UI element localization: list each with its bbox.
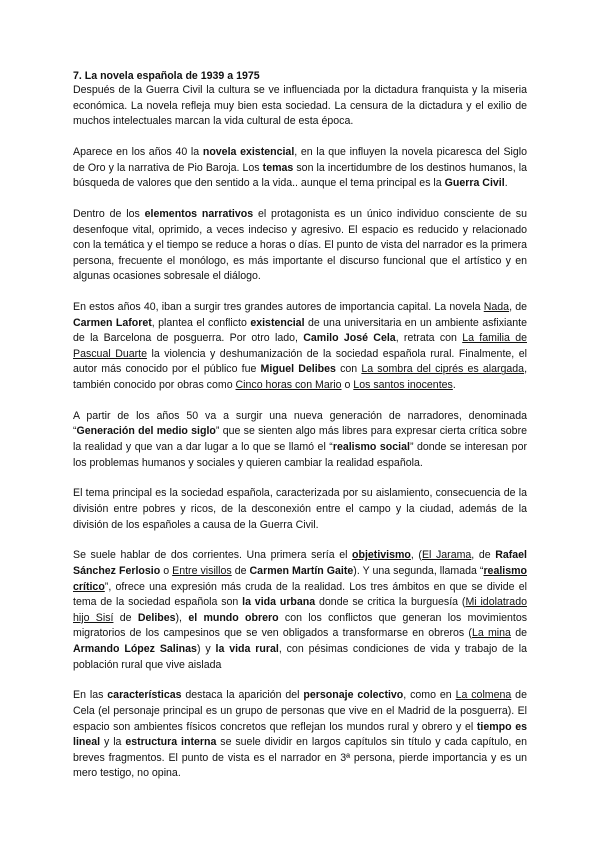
text-run: , de — [471, 549, 496, 562]
text-run: En las — [73, 689, 108, 702]
document-body — [73, 83, 527, 782]
text-run: de — [113, 611, 138, 624]
text-run: ” donde se interesan por los problemas humanos y sociales y quieren cambiar la realidad española. — [73, 441, 527, 469]
paragraph — [73, 207, 527, 285]
bold-term: tiempo es lineal — [73, 720, 528, 749]
book-title: Entre visillos — [172, 564, 232, 577]
bold-term: elementos narrativos — [144, 207, 254, 220]
text-run: , en la que influyen la novela picaresca del Siglo de Oro y la narrativa de Pio Baroja. Los — [73, 145, 527, 174]
underlined-text: realismo crítico — [73, 564, 528, 593]
book-title: Mi idolatrado hijo Sisí — [73, 596, 527, 624]
text-run: son la incertidumbre de los destinos humanos, la búsqueda de valores que den sentido a la vida.. aunque el tema principal es la — [73, 161, 527, 190]
text-run: la violencia y deshumanización de la sociedad española rural. Finalmente, el autor más conocido por el público fue — [73, 347, 527, 376]
text-run: donde se critica la burguesía ( — [315, 596, 466, 609]
bold-term: Delibes — [137, 611, 176, 624]
text-run: . — [504, 177, 508, 190]
bold-term: Miguel Delibes — [260, 363, 336, 376]
text-run: ), — [175, 611, 189, 624]
paragraph — [73, 409, 527, 471]
bold-term: Armando López Salinas — [73, 642, 197, 655]
bold-term: personaje colectivo — [303, 689, 404, 702]
book-title: Los santos inocentes — [353, 379, 453, 392]
text-run: o — [160, 564, 173, 577]
book-title: La sombra del ciprés es alargada — [361, 363, 525, 376]
text-run: destaca la aparición del — [181, 689, 304, 702]
text-run: En estos años 40, iban a surgir tres grandes autores de importancia capital. La novela — [73, 301, 484, 314]
text-run: , retrata con — [395, 332, 463, 345]
document-title: 7. La novela española de 1939 a 1975 — [73, 70, 260, 82]
text-run: ) y — [196, 642, 216, 655]
paragraph — [73, 688, 527, 782]
text-run: El tema principal es la sociedad española, caracterizada por su aislamiento, consecuencia de la división entre pobres y ricos, de la desconexión entre el campo y la ciudad, además de la división de los españoles a causa de la Guerra Civil. — [73, 487, 527, 531]
text-run: se suele dividir en largos capítulos sin título y cada capítulo, en breves fragmentos. El punto de vista es el narrador en 3ª persona, pierde importancia y es un mero testigo, no opina. — [73, 736, 527, 780]
text-run: de — [510, 627, 527, 640]
text-run: . — [452, 379, 456, 392]
bold-term: características — [107, 689, 182, 702]
text-run: , como en — [403, 689, 456, 702]
book-title: La familia de Pascual Duarte — [73, 332, 527, 360]
text-run: Dentro de los — [73, 207, 145, 220]
text-run: ” que se sienten algo más libres para expresar cierta crítica sobre la realidad y que van a dar lugar a lo que se llamó el “ — [73, 425, 527, 454]
underlined-text: objetivismo — [352, 549, 411, 562]
text-run: , ( — [410, 549, 422, 562]
bold-term: estructura interna — [125, 736, 217, 749]
text-run: con los conflictos que generan los movimientos migratorios de los campesinos que se ven obligados a transformarse en obreros ( — [73, 611, 528, 640]
bold-term: Rafael Sánchez Ferlosio — [73, 549, 527, 577]
book-title: Nada — [483, 301, 510, 314]
bold-term: Camilo José Cela — [303, 332, 396, 345]
text-run: ). Y una segunda, llamada “ — [353, 564, 484, 577]
text-run: de una universitaria en un ambiente asfixiante de la Barcelona de posguerra. Por otro lado, — [73, 316, 527, 345]
text-run: , con pésimas condiciones de vida y trabajo de la población rural que vive aislada — [73, 642, 527, 671]
bold-term: la vida rural — [215, 642, 279, 655]
bold-underlined-term — [352, 549, 411, 561]
text-run: , de — [509, 301, 527, 314]
paragraph — [73, 548, 527, 673]
text-run: Se suele hablar de dos corrientes. Una primera sería el — [73, 549, 353, 562]
text-run: , plantea el conflicto — [151, 316, 251, 329]
text-run: de Cela (el personaje principal es un grupo de personas que vive en el Madrid de la posguerra). El espacio son ambientes físicos concretos que reflejan los mundos rural y obrero y el — [73, 689, 527, 733]
paragraph — [73, 145, 527, 192]
paragraph — [73, 83, 527, 130]
bold-term: el mundo obrero — [188, 611, 279, 624]
book-title: La colmena — [455, 689, 512, 702]
bold-term: temas — [262, 161, 294, 174]
book-title: Cinco horas con Mario — [235, 379, 342, 392]
bold-term: existencial — [250, 316, 305, 329]
book-title: La mina — [471, 627, 511, 640]
text-run: , también conocido por obras como — [73, 363, 528, 392]
bold-term: Carmen Laforet — [73, 316, 152, 329]
text-run: Después de la Guerra Civil la cultura se ve influenciada por la dictadura franquista y la miseria económica. La novela refleja muy bien esta sociedad. La censura de la dictadura y el exilio de muchos intelectuales marcan la vida cultural de esta época. — [73, 84, 527, 128]
text-run: el protagonista es un único individuo consciente de su desenfoque vital, oprimido, a veces indeciso y agresivo. El espacio es reducido y relacionado con la temática y el tiempo se reduce a horas o días. El punto de vista del narrador es la primera persona, frecuente el monólogo, es más importante el discurso funcional que el artístico y en algunas ocasiones sobresale el diálogo. — [73, 207, 527, 283]
paragraph — [73, 300, 527, 394]
text-run: ”, ofrece una expresión más cruda de la realidad. Los tres ámbitos en que se divide el tema de la sociedad española son — [73, 580, 527, 609]
text-run: A partir de los años 50 va a surgir una nueva generación de narradores, denominada “ — [73, 409, 527, 438]
text-run: Aparece en los años 40 la — [73, 145, 203, 158]
bold-term: novela existencial — [202, 145, 295, 158]
book-title: El Jarama — [421, 549, 472, 562]
bold-term: Generación del medio siglo — [76, 425, 216, 438]
bold-term: la vida urbana — [242, 596, 316, 609]
text-run: de — [231, 564, 250, 577]
text-run: con — [335, 363, 362, 376]
bold-term: realismo social — [332, 441, 410, 454]
bold-term: Guerra Civil — [444, 177, 505, 190]
text-run: y la — [100, 736, 126, 749]
text-run: o — [341, 379, 354, 392]
paragraph — [73, 486, 527, 533]
bold-term: Carmen Martín Gaite — [249, 564, 354, 577]
